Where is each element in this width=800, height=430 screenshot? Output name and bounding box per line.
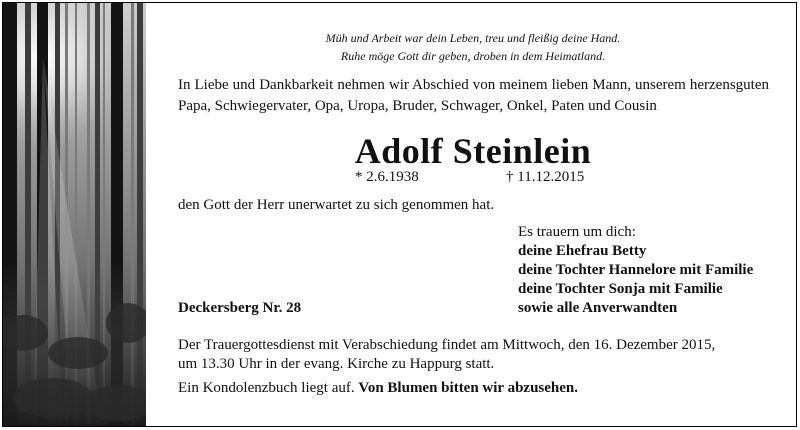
forest-photo-icon — [3, 3, 146, 426]
address: Deckersberg Nr. 28 — [178, 300, 302, 316]
condolence-line — [178, 379, 578, 398]
birth-date: * 2.6.1938 — [355, 169, 419, 185]
death-date: † 11.12.2015 — [506, 169, 585, 185]
flowers-request: Von Blumen bitten wir abzusehen. — [358, 380, 578, 396]
mourners-block — [518, 223, 753, 318]
mourners-heading: Es trauern um dich: — [518, 224, 636, 240]
condolence-text: Ein Kondolenzbuch liegt auf. — [178, 380, 355, 396]
deceased-name: Adolf Steinlein — [354, 131, 592, 171]
mourner-item: sowie alle Anverwandten — [518, 300, 678, 316]
called-home-text: den Gott der Herr unerwartet zu sich genommen hat. — [178, 197, 495, 213]
intro-text: In Liebe und Dankbarkeit nehmen wir Abschied von meinem lieben Mann, unserem herzensguten Papa, Schwiegervater, Opa, Uropa, Bruder, Schwager, Onkel, Paten und Cousin — [178, 77, 769, 114]
motto-line-1: Müh und Arbeit war dein Leben, treu und fleißig deine Hand. — [325, 31, 621, 45]
service-line-2: um 13.30 Uhr in der evang. Kirche zu Happurg statt. — [178, 356, 495, 372]
mourner-item: deine Tochter Hannelore mit Familie — [518, 262, 754, 278]
motto-line-2: Ruhe möge Gott dir geben, droben in dem Heimatland. — [340, 49, 606, 63]
obituary-notice — [2, 2, 797, 427]
mourner-item: deine Tochter Sonja mit Familie — [518, 281, 723, 297]
service-line-1: Der Trauergottesdienst mit Verabschiedung findet am Mittwoch, den 16. Dezember 2015, — [178, 337, 716, 353]
mourner-item: deine Ehefrau Betty — [518, 243, 647, 259]
